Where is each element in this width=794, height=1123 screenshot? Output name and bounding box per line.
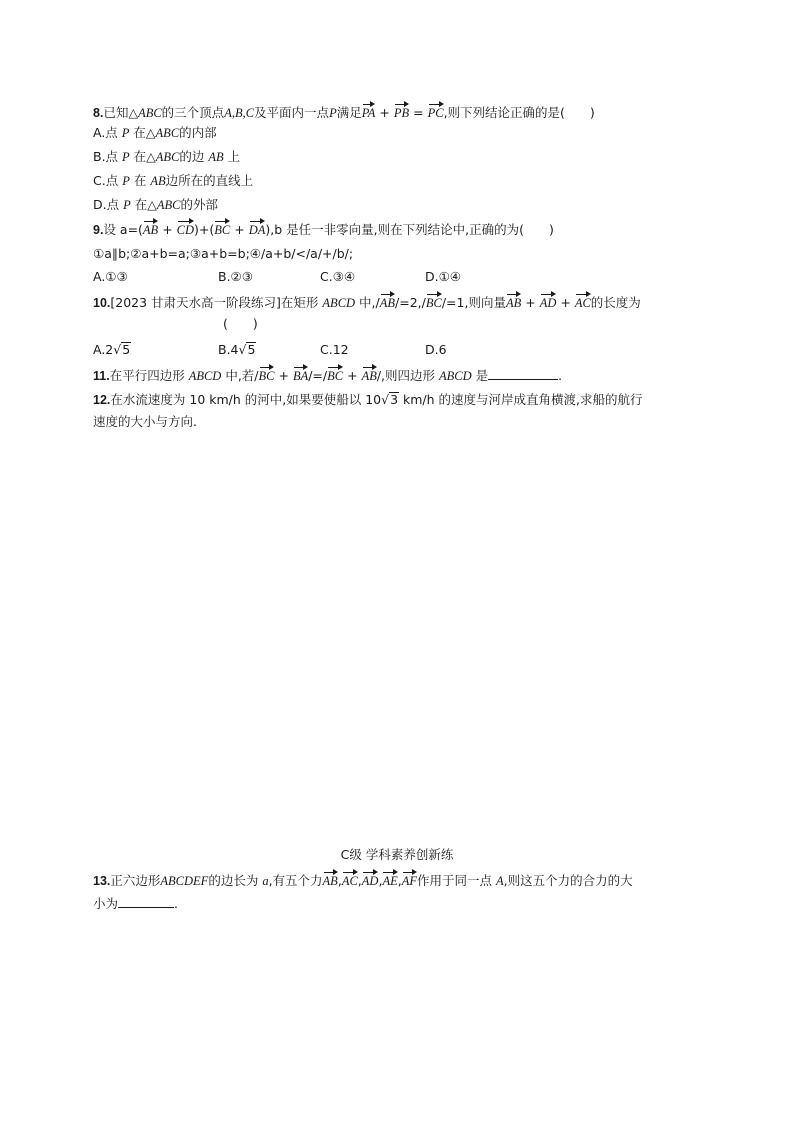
q8-stem: 8.已知△ABC的三个顶点A,B,C及平面内一点P满足PA + PB = PC,则下列结论正确的是( ) (93, 101, 595, 122)
q10-stem: 10.[2023 甘肃天水高一阶段练习]在矩形 ABCD 中,/AB/=2,/BC/=1,则向量AB + AD + AC的长度为 (93, 291, 641, 312)
q9-stem: 9.设 a=(AB + CD)+(BC + DA),b 是任一非零向量,则在下列结论中,正确的为( ) (93, 218, 554, 239)
q11-answer-blank (488, 365, 558, 380)
q9-statements: ①a∥b;②a+b=a;③a+b=b;④/a+b/</a/+/b/; (93, 246, 354, 261)
q13-stem-line1: 13.正六边形ABCDEF的边长为 a,有五个力AB,AC,AD,AE,AF作用于同一点 A,则这五个力的合力的大 (93, 869, 633, 890)
q11-stem: 11.在平行四边形 ABCD 中,若/BC + BA/=/BC + AB/,则四边形 ABCD 是 . (93, 364, 562, 385)
q12-number: 12. (93, 393, 111, 407)
q10-options (93, 341, 447, 359)
q8-option-b: B.点 P 在△ABC的边 AB 上 (93, 149, 241, 164)
q12-stem-line2: 速度的大小与方向. (93, 414, 197, 429)
q12-stem-line1: 12.在水流速度为 10 km/h 的河中,如果要使船以 10√3 km/h 的速度与河岸成直角横渡,求船的航行 (93, 392, 643, 407)
q13-stem-line2: 小为 . (93, 893, 178, 913)
q13-answer-blank (118, 893, 174, 908)
q9-option-b: B.②③ (218, 269, 253, 284)
vector-pa: PA (362, 101, 376, 119)
q9-option-a: A.①③ (93, 269, 128, 284)
q8-number: 8. (93, 106, 104, 120)
q9-number: 9. (93, 223, 104, 237)
q8-option-a: A.点 P 在△ABC的内部 (93, 125, 217, 140)
q8-option-c: C.点 P 在 AB边所在的直线上 (93, 173, 254, 188)
q11-number: 11. (93, 369, 110, 383)
q10-answer-paren: ( ) (223, 316, 258, 331)
q9-option-c: C.③④ (320, 269, 356, 284)
q10-option-c: C.12 (320, 342, 349, 357)
vector-pc: PC (428, 101, 444, 119)
q9-options (93, 268, 461, 286)
q9-option-d: D.①④ (425, 269, 462, 284)
vector-pb: PB (394, 101, 409, 119)
q10-number: 10. (93, 296, 111, 310)
q8-option-d: D.点 P 在△ABC的外部 (93, 197, 218, 212)
q13-number: 13. (93, 874, 111, 888)
q10-option-d: D.6 (425, 342, 447, 357)
q10-option-a: A.2√5 (93, 342, 131, 357)
q10-option-b: B.4√5 (218, 342, 256, 357)
section-c-heading: C级 学科素养创新练 (340, 847, 454, 862)
